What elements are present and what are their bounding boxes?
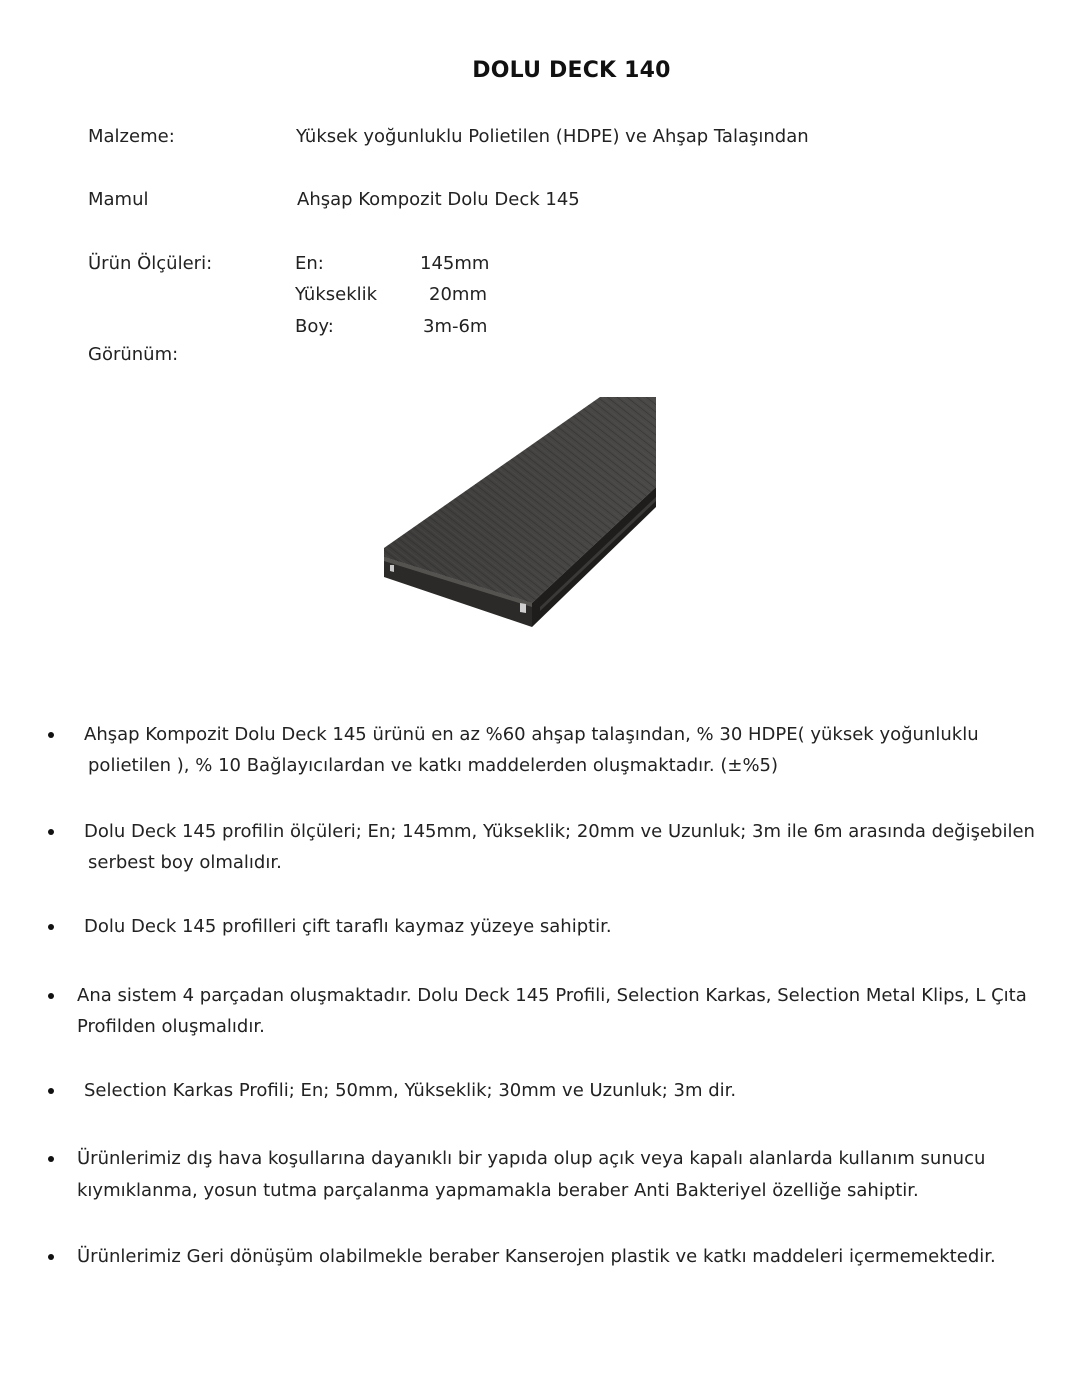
- deck-board-image: [380, 395, 658, 640]
- bullet-icon: [48, 732, 54, 738]
- product-label: Mamul: [88, 189, 149, 210]
- bullet-text-line: serbest boy olmalıdır.: [88, 852, 282, 873]
- dimensions-label: Ürün Ölçüleri:: [88, 253, 213, 274]
- bullet-text-line: Dolu Deck 145 profilleri çift taraflı kaymaz yüzeye sahiptir.: [84, 916, 612, 937]
- material-value: Yüksek yoğunluklu Polietilen (HDPE) ve Ahşap Talaşından: [296, 126, 809, 147]
- bullet-icon: [48, 993, 54, 999]
- bullet-text-line: Ahşap Kompozit Dolu Deck 145 ürünü en az %60 ahşap talaşından, % 30 HDPE( yüksek yoğunluklu: [84, 724, 979, 745]
- dimension-width-label: En:: [295, 253, 324, 274]
- dimension-width-value: 145mm: [420, 253, 490, 274]
- bullet-icon: [48, 924, 54, 930]
- dimension-length-value: 3m-6m: [423, 316, 488, 337]
- product-value: Ahşap Kompozit Dolu Deck 145: [297, 189, 580, 210]
- dimension-height-label: Yükseklik: [295, 284, 378, 305]
- appearance-label: Görünüm:: [88, 344, 179, 365]
- bullet-icon: [48, 829, 54, 835]
- dimension-length-label: Boy:: [295, 316, 334, 337]
- bullet-icon: [48, 1088, 54, 1094]
- bullet-icon: [48, 1254, 54, 1260]
- bullet-icon: [48, 1156, 54, 1162]
- material-label: Malzeme:: [88, 126, 175, 147]
- bullet-text-line: Ürünlerimiz dış hava koşullarına dayanıklı bir yapıda olup açık veya kapalı alanlarda kullanım sunucu: [77, 1148, 986, 1169]
- bullet-text-line: Selection Karkas Profili; En; 50mm, Yükseklik; 30mm ve Uzunluk; 3m dir.: [84, 1080, 737, 1101]
- bullet-text-line: Dolu Deck 145 profilin ölçüleri; En; 145mm, Yükseklik; 20mm ve Uzunluk; 3m ile 6m arasında değişebilen: [84, 821, 1035, 842]
- bullet-text-line: Ürünlerimiz Geri dönüşüm olabilmekle beraber Kanserojen plastik ve katkı maddeleri içermemektedir.: [77, 1246, 996, 1267]
- bullet-text-line: Profilden oluşmalıdır.: [77, 1016, 265, 1037]
- page-title: DOLU DECK 140: [472, 58, 671, 83]
- bullet-text-line: polietilen ), % 10 Bağlayıcılardan ve katkı maddelerden oluşmaktadır. (±%5): [88, 755, 779, 776]
- bullet-text-line: Ana sistem 4 parçadan oluşmaktadır. Dolu Deck 145 Profili, Selection Karkas, Selection Metal Klips, L Çıta: [77, 985, 1027, 1006]
- bullet-text-line: kıymıklanma, yosun tutma parçalanma yapmamakla beraber Anti Bakteriyel özelliğe sahiptir.: [77, 1180, 919, 1201]
- dimension-height-value: 20mm: [429, 284, 487, 305]
